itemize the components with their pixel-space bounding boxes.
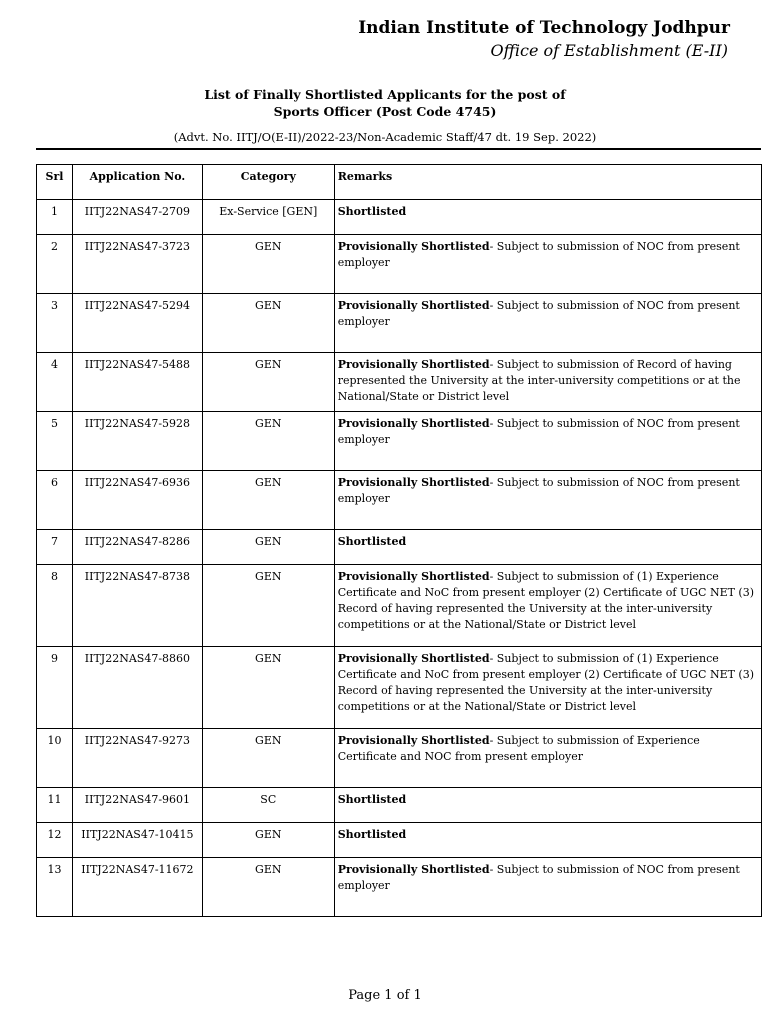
srl-cell: 10 xyxy=(37,729,73,788)
category-cell: GEN xyxy=(202,353,334,412)
table-row xyxy=(37,200,762,235)
remarks-cell xyxy=(334,565,761,647)
application-no-cell: IITJ22NAS47-2709 xyxy=(72,200,202,235)
remarks-cell xyxy=(334,353,761,412)
srl-cell: 5 xyxy=(37,412,73,471)
application-no-cell: IITJ22NAS47-8860 xyxy=(72,647,202,729)
remarks-cell xyxy=(334,200,761,235)
srl-cell: 6 xyxy=(37,471,73,530)
remarks-cell xyxy=(334,294,761,353)
remarks-detail: - Subject to submission of NOC from present employer xyxy=(337,863,740,892)
table-row xyxy=(37,235,762,294)
category-cell: Ex-Service [GEN] xyxy=(202,200,334,235)
remarks-detail: - Subject to submission of NOC from present employer xyxy=(337,417,740,446)
remarks-status: Provisionally Shortlisted xyxy=(337,476,490,489)
remarks-detail: - Subject to submission of NOC from present employer xyxy=(337,476,740,505)
remarks-cell xyxy=(334,823,761,858)
remarks-status: Provisionally Shortlisted xyxy=(337,734,490,747)
page-number: Page 1 of 1 xyxy=(348,988,422,1003)
remarks-status: Provisionally Shortlisted xyxy=(337,652,490,665)
table-row xyxy=(37,647,762,729)
table-row xyxy=(37,412,762,471)
category-cell: GEN xyxy=(202,235,334,294)
advertisement-reference: (Advt. No. IITJ/O(E-II)/2022-23/Non-Academic Staff/47 dt. 19 Sep. 2022) xyxy=(173,130,597,144)
remarks-status: Provisionally Shortlisted xyxy=(337,570,490,583)
application-no-cell: IITJ22NAS47-9601 xyxy=(72,788,202,823)
remarks-cell xyxy=(334,858,761,917)
application-no-cell: IITJ22NAS47-3723 xyxy=(72,235,202,294)
remarks-status: Shortlisted xyxy=(337,828,407,841)
category-cell: GEN xyxy=(202,823,334,858)
category-cell: GEN xyxy=(202,729,334,788)
header-divider xyxy=(36,148,761,150)
remarks-status: Provisionally Shortlisted xyxy=(337,358,490,371)
application-no-cell: IITJ22NAS47-5928 xyxy=(72,412,202,471)
table-row xyxy=(37,858,762,917)
remarks-status: Provisionally Shortlisted xyxy=(337,299,490,312)
office-name: Office of Establishment (E-II) xyxy=(490,41,728,60)
application-no-cell: IITJ22NAS47-8286 xyxy=(72,530,202,565)
institute-name: Indian Institute of Technology Jodhpur xyxy=(358,18,730,38)
application-no-cell: IITJ22NAS47-9273 xyxy=(72,729,202,788)
category-cell: GEN xyxy=(202,565,334,647)
category-cell: GEN xyxy=(202,412,334,471)
application-no-cell: IITJ22NAS47-6936 xyxy=(72,471,202,530)
document-title-line2: Sports Officer (Post Code 4745) xyxy=(273,104,497,119)
remarks-detail: - Subject to submission of (1) Experience Certificate and NoC from present employer (2) Certificate of UGC NET (3) Record of having represented the University at the inter-university competitions or at the National/State or District level xyxy=(337,570,755,631)
shortlist-table xyxy=(36,164,762,917)
remarks-status: Provisionally Shortlisted xyxy=(337,863,490,876)
srl-cell: 13 xyxy=(37,858,73,917)
category-cell: GEN xyxy=(202,858,334,917)
remarks-status: Shortlisted xyxy=(337,205,407,218)
application-no-cell: IITJ22NAS47-10415 xyxy=(72,823,202,858)
application-no-cell: IITJ22NAS47-11672 xyxy=(72,858,202,917)
srl-cell: 11 xyxy=(37,788,73,823)
srl-cell: 8 xyxy=(37,565,73,647)
table-header-row xyxy=(37,165,762,200)
table-row xyxy=(37,788,762,823)
header-application-no: Application No. xyxy=(72,165,202,200)
remarks-cell xyxy=(334,235,761,294)
table-row xyxy=(37,823,762,858)
srl-cell: 2 xyxy=(37,235,73,294)
srl-cell: 9 xyxy=(37,647,73,729)
remarks-status: Provisionally Shortlisted xyxy=(337,417,490,430)
application-no-cell: IITJ22NAS47-5294 xyxy=(72,294,202,353)
header-category: Category xyxy=(202,165,334,200)
table-row xyxy=(37,471,762,530)
table-row xyxy=(37,353,762,412)
application-no-cell: IITJ22NAS47-5488 xyxy=(72,353,202,412)
table-row xyxy=(37,565,762,647)
category-cell: GEN xyxy=(202,530,334,565)
srl-cell: 7 xyxy=(37,530,73,565)
remarks-detail: - Subject to submission of NOC from present employer xyxy=(337,240,740,269)
table-row xyxy=(37,530,762,565)
header-remarks: Remarks xyxy=(334,165,761,200)
header-srl: Srl xyxy=(37,165,73,200)
document-title-line1: List of Finally Shortlisted Applicants for the post of xyxy=(204,87,566,102)
remarks-status: Shortlisted xyxy=(337,535,407,548)
remarks-detail: - Subject to submission of Experience Certificate and NOC from present employer xyxy=(337,734,700,763)
remarks-cell xyxy=(334,729,761,788)
category-cell: GEN xyxy=(202,471,334,530)
remarks-cell xyxy=(334,530,761,565)
remarks-cell xyxy=(334,412,761,471)
srl-cell: 3 xyxy=(37,294,73,353)
remarks-cell xyxy=(334,788,761,823)
remarks-cell xyxy=(334,471,761,530)
remarks-detail: - Subject to submission of (1) Experience Certificate and NoC from present employer (2) Certificate of UGC NET (3) Record of having represented the University at the inter-university competitions or at the National/State or District level xyxy=(337,652,755,713)
remarks-detail: - Subject to submission of NOC from present employer xyxy=(337,299,740,328)
table-row xyxy=(37,294,762,353)
srl-cell: 12 xyxy=(37,823,73,858)
remarks-cell xyxy=(334,647,761,729)
remarks-status: Provisionally Shortlisted xyxy=(337,240,490,253)
category-cell: GEN xyxy=(202,647,334,729)
remarks-detail: - Subject to submission of Record of having represented the University at the inter-university competitions or at the National/State or District level xyxy=(337,358,741,403)
remarks-status: Shortlisted xyxy=(337,793,407,806)
table-row xyxy=(37,729,762,788)
category-cell: SC xyxy=(202,788,334,823)
category-cell: GEN xyxy=(202,294,334,353)
application-no-cell: IITJ22NAS47-8738 xyxy=(72,565,202,647)
srl-cell: 1 xyxy=(37,200,73,235)
srl-cell: 4 xyxy=(37,353,73,412)
